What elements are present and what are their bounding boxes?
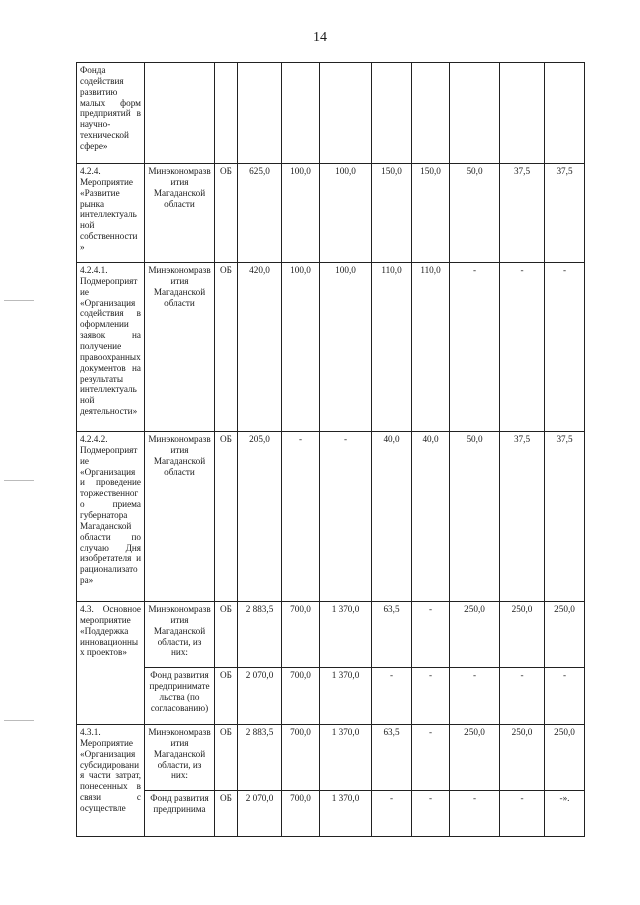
table-row <box>77 668 585 725</box>
value-cell: 37,5 <box>545 432 585 602</box>
funding-source <box>215 63 238 164</box>
responsible-org: Фонд развития предпринимательства (по согласованию) <box>145 668 215 725</box>
activity-name: 4.2.4.1. Подмероприятие «Организация содействия в оформлении заявок на получение правоохранных документов на результаты интеллектуальной деятельности» <box>77 263 145 432</box>
value-cell: 250,0 <box>545 602 585 668</box>
value-cell: 100,0 <box>320 164 372 263</box>
responsible-org: Минэкономразвития Магаданской области, из них: <box>145 725 215 791</box>
value-cell: - <box>545 668 585 725</box>
table-row <box>77 791 585 837</box>
value-cell <box>282 63 320 164</box>
value-cell: - <box>500 791 545 837</box>
value-cell: 37,5 <box>500 432 545 602</box>
margin-mark <box>4 720 34 721</box>
activity-name: 4.3.1. Мероприятие «Организация субсидирования части затрат, понесенных в связи с осуществле <box>77 725 145 837</box>
value-cell: - <box>500 668 545 725</box>
funding-source: ОБ <box>215 602 238 668</box>
funding-source: ОБ <box>215 725 238 791</box>
value-cell <box>320 63 372 164</box>
value-cell: 37,5 <box>500 164 545 263</box>
funding-source: ОБ <box>215 164 238 263</box>
value-cell: - <box>282 432 320 602</box>
value-cell: 2 070,0 <box>238 668 282 725</box>
value-cell: - <box>500 263 545 432</box>
responsible-org <box>145 63 215 164</box>
value-cell: 110,0 <box>412 263 450 432</box>
page-number: 14 <box>313 30 327 45</box>
value-cell: 2 883,5 <box>238 602 282 668</box>
value-cell <box>412 63 450 164</box>
value-cell: 250,0 <box>450 725 500 791</box>
funding-source: ОБ <box>215 791 238 837</box>
value-cell: -». <box>545 791 585 837</box>
value-cell: 625,0 <box>238 164 282 263</box>
table-row <box>77 602 585 668</box>
value-cell: 250,0 <box>500 602 545 668</box>
value-cell <box>450 63 500 164</box>
value-cell: - <box>545 263 585 432</box>
table-row <box>77 164 585 263</box>
funding-source: ОБ <box>215 432 238 602</box>
value-cell: - <box>412 725 450 791</box>
value-cell: - <box>412 602 450 668</box>
value-cell: 100,0 <box>282 263 320 432</box>
activity-name: 4.2.4.2. Подмероприятие «Организация и проведение торжественного приема губернатора Магаданской области по случаю Дня изобретателя и рационализатора» <box>77 432 145 602</box>
activity-name: Фонда содействия развитию малых форм предприятий в научно-технической сфере» <box>77 63 145 164</box>
value-cell: - <box>450 263 500 432</box>
value-cell: 100,0 <box>282 164 320 263</box>
margin-mark <box>4 480 34 481</box>
responsible-org: Минэкономразвития Магаданской области <box>145 432 215 602</box>
value-cell: 1 370,0 <box>320 668 372 725</box>
funding-source: ОБ <box>215 263 238 432</box>
value-cell: 50,0 <box>450 432 500 602</box>
value-cell: - <box>412 791 450 837</box>
value-cell: 250,0 <box>500 725 545 791</box>
value-cell: 1 370,0 <box>320 791 372 837</box>
responsible-org: Фонд развития предпринима <box>145 791 215 837</box>
table-row <box>77 63 585 164</box>
value-cell: - <box>320 432 372 602</box>
value-cell: 37,5 <box>545 164 585 263</box>
value-cell: - <box>372 791 412 837</box>
budget-table <box>76 62 585 837</box>
value-cell: 1 370,0 <box>320 725 372 791</box>
margin-mark <box>4 300 34 301</box>
activity-name: 4.3. Основное мероприятие «Поддержка инновационных проектов» <box>77 602 145 725</box>
value-cell: 700,0 <box>282 668 320 725</box>
value-cell: - <box>412 668 450 725</box>
value-cell: 2 883,5 <box>238 725 282 791</box>
value-cell: - <box>372 668 412 725</box>
value-cell: 40,0 <box>372 432 412 602</box>
value-cell: 2 070,0 <box>238 791 282 837</box>
value-cell <box>500 63 545 164</box>
table-row <box>77 432 585 602</box>
responsible-org: Минэкономразвития Магаданской области <box>145 164 215 263</box>
value-cell: 40,0 <box>412 432 450 602</box>
value-cell: 700,0 <box>282 602 320 668</box>
value-cell: 700,0 <box>282 791 320 837</box>
value-cell: - <box>450 668 500 725</box>
value-cell <box>372 63 412 164</box>
value-cell: 110,0 <box>372 263 412 432</box>
value-cell: 700,0 <box>282 725 320 791</box>
value-cell <box>238 63 282 164</box>
responsible-org: Минэкономразвития Магаданской области, из них: <box>145 602 215 668</box>
value-cell: 63,5 <box>372 725 412 791</box>
value-cell: 150,0 <box>372 164 412 263</box>
activity-name: 4.2.4. Мероприятие «Развитие рынка интеллектуальной собственности» <box>77 164 145 263</box>
value-cell: 1 370,0 <box>320 602 372 668</box>
funding-source: ОБ <box>215 668 238 725</box>
value-cell: 150,0 <box>412 164 450 263</box>
value-cell <box>545 63 585 164</box>
value-cell: 63,5 <box>372 602 412 668</box>
responsible-org: Минэкономразвития Магаданской области <box>145 263 215 432</box>
value-cell: 100,0 <box>320 263 372 432</box>
value-cell: - <box>450 791 500 837</box>
table-row <box>77 725 585 791</box>
table-row <box>77 263 585 432</box>
value-cell: 420,0 <box>238 263 282 432</box>
value-cell: 250,0 <box>450 602 500 668</box>
value-cell: 50,0 <box>450 164 500 263</box>
value-cell: 205,0 <box>238 432 282 602</box>
value-cell: 250,0 <box>545 725 585 791</box>
